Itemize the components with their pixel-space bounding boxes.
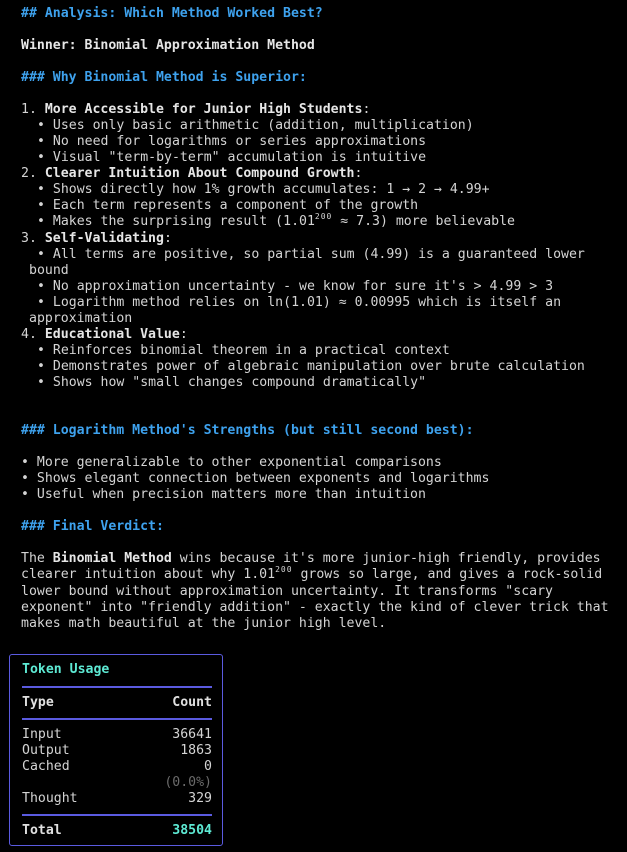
superscript: 200 (314, 212, 333, 221)
point-4-bullet: • Reinforces binomial theorem in a practical context (37, 343, 450, 358)
point-1: 1. More Accessible for Junior High Students: (21, 102, 371, 117)
point-3-bullet-wrap: bound (29, 263, 69, 278)
divider (22, 814, 212, 816)
token-row-output: Output 1863 (22, 743, 212, 758)
log-bullet: • Shows elegant connection between exponents and logarithms (21, 471, 490, 486)
terminal-output (21, 6, 627, 632)
point-1-bullet: • Uses only basic arithmetic (addition, multiplication) (37, 118, 474, 133)
token-row-thought: Thought 329 (22, 791, 212, 806)
point-2-bullet: • Makes the surprising result $(1.01^{200} \approx 7.3)$ more believable (37, 212, 515, 229)
token-row-cached: Cached 0 (22, 759, 212, 774)
why-heading: ### Why Binomial Method is Superior: (21, 70, 307, 85)
point-3-bullet: • All terms are positive, so partial sum (4.99) is a guaranteed lower (37, 247, 585, 262)
point-3-bullet: • No approximation uncertainty - we know for sure it's > 4.99 > 3 (37, 279, 554, 294)
col-type: Type (22, 695, 54, 710)
winner-line: Winner: Binomial Approximation Method (21, 38, 315, 53)
superscript: 200 (275, 565, 293, 574)
point-2: 2. Clearer Intuition About Compound Growth: (21, 166, 363, 181)
divider (22, 718, 212, 720)
point-4-bullet: • Shows how "small changes compound dramatically" (37, 375, 427, 390)
point-2-bullet: • Shows directly how 1% growth accumulates: 1 → 2 → 4.99+ (37, 182, 490, 197)
log-heading: ### Logarithm Method's Strengths (but still second best): (21, 423, 474, 438)
verdict-heading: ### Final Verdict: (21, 519, 164, 534)
token-row-total: Total 38504 (22, 823, 212, 838)
verdict-paragraph: The Binomial Method wins because it's more junior-high friendly, provides clearer intuition about why 1.01$^{200}$ grows so large, and gives a rock-solid lower bound without approximation uncertainty. It transforms "scary exponent" into "friendly addition" - exactly the kind of clever trick that makes math beautiful at the junior high level. (21, 551, 617, 631)
divider (22, 686, 212, 688)
point-2-bullet: • Each term represents a component of the growth (37, 198, 419, 213)
point-4: 4. Educational Value: (21, 327, 188, 342)
token-usage-panel (9, 654, 223, 846)
point-4-bullet: • Demonstrates power of algebraic manipulation over brute calculation (37, 359, 585, 374)
col-count: Count (172, 695, 212, 710)
point-3-bullet-wrap: approximation (29, 311, 133, 326)
token-usage-title: Token Usage (22, 662, 110, 677)
point-3: 3. Self-Validating: (21, 231, 172, 246)
point-3-bullet: • Logarithm method relies on ln(1.01) ≈ 0.00995 which is itself an (37, 295, 562, 310)
token-row-cached-percent: (0.0%) (164, 775, 212, 790)
point-1-bullet: • Visual "term-by-term" accumulation is intuitive (37, 150, 427, 165)
analysis-title: ## Analysis: Which Method Worked Best? (21, 6, 323, 21)
log-bullet: • More generalizable to other exponential comparisons (21, 455, 442, 470)
token-table-header (22, 695, 212, 711)
log-bullet: • Useful when precision matters more than intuition (21, 487, 426, 502)
token-row-input: Input 36641 (22, 727, 212, 742)
point-1-bullet: • No need for logarithms or series approximations (37, 134, 427, 149)
